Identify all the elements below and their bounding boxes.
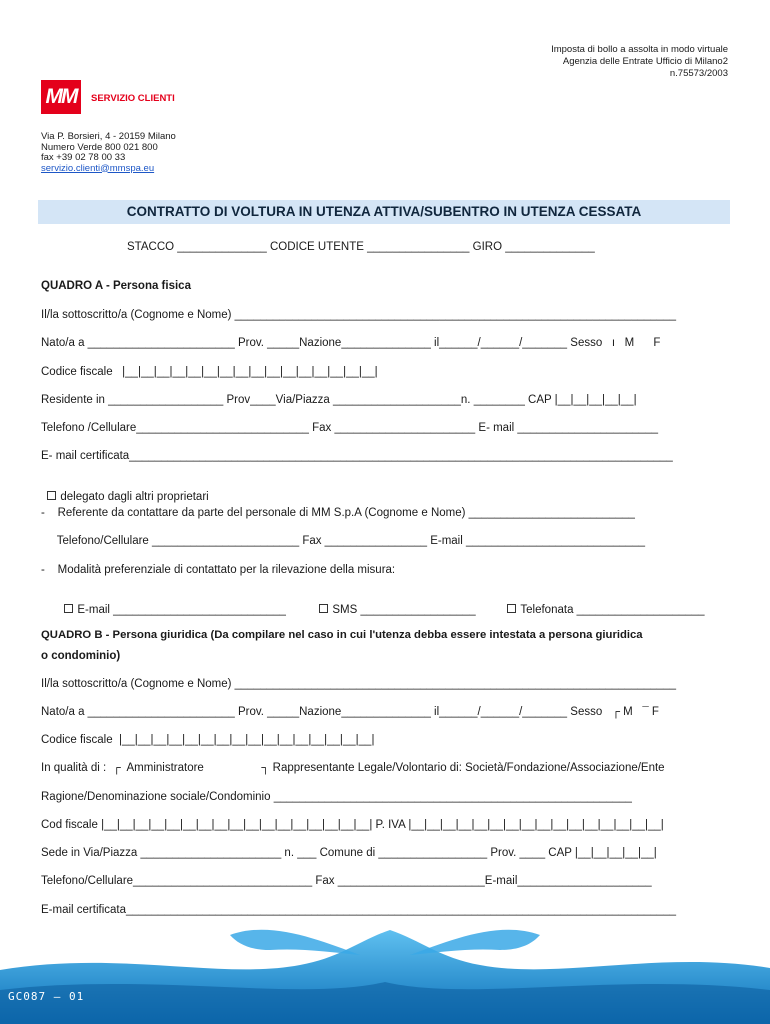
qb-birth-line: Nato/a a _______________________ Prov. _____Nazione______________ il______/______/_______ Sesso ┌ M ¯ F: [41, 706, 659, 718]
qb-fiscal-vat-line: Cod fiscale |__|__|__|__|__|__|__|__|__|__|__|__|__|__|__|__|__| P. IVA |__|__|__|__|__|__|__|__|__|__|__|__|__|__|__|__|: [41, 819, 664, 831]
qb-seat-line: Sede in Via/Piazza ______________________ n. ___ Comune di _________________ Prov. ____ CAP |__|__|__|__|__|: [41, 847, 657, 859]
quadro-b-heading-cont: o condominio): [41, 650, 121, 662]
stamp-line-1: Imposta di bollo a assolta in modo virtuale: [551, 44, 728, 55]
tax-stamp-note: [551, 44, 728, 80]
qa-referent-phone-line: Telefono/Cellulare _______________________ Fax ________________ E-mail ____________________________: [41, 535, 646, 547]
stamp-line-3: n.75573/2003: [669, 68, 728, 79]
qa-contact-mode-line: - Modalità preferenziale di contattato per la rilevazione della misura:: [41, 564, 396, 576]
quadro-a-heading: QUADRO A - Persona fisica: [41, 280, 191, 292]
stacco-line: STACCO ______________ CODICE UTENTE ________________ GIRO ______________: [127, 241, 595, 253]
qa-full-name-line: Il/la sottoscritto/a (Cognome e Nome) _____________________________________________________________________: [41, 309, 676, 321]
email-link[interactable]: servizio.clienti@mmspa.eu: [41, 162, 155, 174]
delegate-checkbox[interactable]: [47, 491, 56, 500]
phone-option-label: Telefonata ____________________: [520, 604, 705, 616]
contact-option-phone: [501, 592, 705, 616]
address-line-2: Numero Verde 800 021 800: [41, 141, 158, 153]
contact-option-sms: [313, 592, 476, 616]
address-line-3: fax +39 02 78 00 33: [41, 152, 126, 163]
mm-logo: MM: [41, 80, 81, 114]
email-option-checkbox[interactable]: [64, 604, 73, 613]
logo-label: SERVIZIO CLIENTI: [91, 93, 175, 104]
qa-birth-line: Nato/a a _______________________ Prov. _____Nazione______________ il______/______/_______ Sesso ı M F: [41, 337, 661, 349]
qa-residence-line: Residente in __________________ Prov____Via/Piazza ____________________n. ________ CAP |__|__|__|__|__|: [41, 394, 637, 406]
quadro-b-heading: QUADRO B - Persona giuridica (Da compilare nel caso in cui l'utenza debba essere intestata a persona giuridica: [41, 629, 643, 641]
sms-option-checkbox[interactable]: [319, 604, 328, 613]
phone-option-checkbox[interactable]: [507, 604, 516, 613]
qa-delegate-row: [41, 479, 209, 503]
qb-phone-line: Telefono/Cellulare____________________________ Fax _______________________E-mail_____________________: [41, 875, 652, 887]
contact-option-email: [58, 592, 286, 616]
water-wave-decoration: [0, 910, 770, 1024]
qa-phone-line: Telefono /Cellulare___________________________ Fax ______________________ E- mail ______________________: [41, 422, 659, 434]
qa-pec-line: E- mail certificata_____________________________________________________________________________________: [41, 450, 673, 462]
qb-full-name-line: Il/la sottoscritto/a (Cognome e Nome) _____________________________________________________________________: [41, 678, 676, 690]
sms-option-label: SMS __________________: [332, 604, 476, 616]
qb-company-name-line: Ragione/Denominazione sociale/Condominio ________________________________________________________: [41, 791, 632, 803]
address-line-1: Via P. Borsieri, 4 - 20159 Milano: [41, 131, 176, 142]
qa-fiscal-code-line: Codice fiscale |__|__|__|__|__|__|__|__|__|__|__|__|__|__|__|__|: [41, 366, 378, 378]
document-title: CONTRATTO DI VOLTURA IN UTENZA ATTIVA/SUBENTRO IN UTENZA CESSATA: [38, 200, 730, 224]
qb-pec-line: E-mail certificata______________________________________________________________________________________: [41, 904, 677, 916]
qb-role-line: In qualità di : ┌ Amministratore ┐ Rappresentante Legale/Volontario di: Società/Fondazione/Associazione/Ente: [41, 762, 665, 774]
qa-referent-line: - Referente da contattare da parte del personale di MM S.p.A (Cognome e Nome) __________________________: [41, 507, 635, 519]
delegate-label: delegato dagli altri proprietari: [60, 491, 209, 503]
address-block: [41, 132, 176, 174]
email-option-label: E-mail ___________________________: [77, 604, 286, 616]
qb-fiscal-code-line: Codice fiscale |__|__|__|__|__|__|__|__|__|__|__|__|__|__|__|__|: [41, 734, 375, 746]
form-code: GC087 – 01: [8, 990, 85, 1003]
stamp-line-2: Agenzia delle Entrate Ufficio di Milano2: [562, 56, 728, 67]
